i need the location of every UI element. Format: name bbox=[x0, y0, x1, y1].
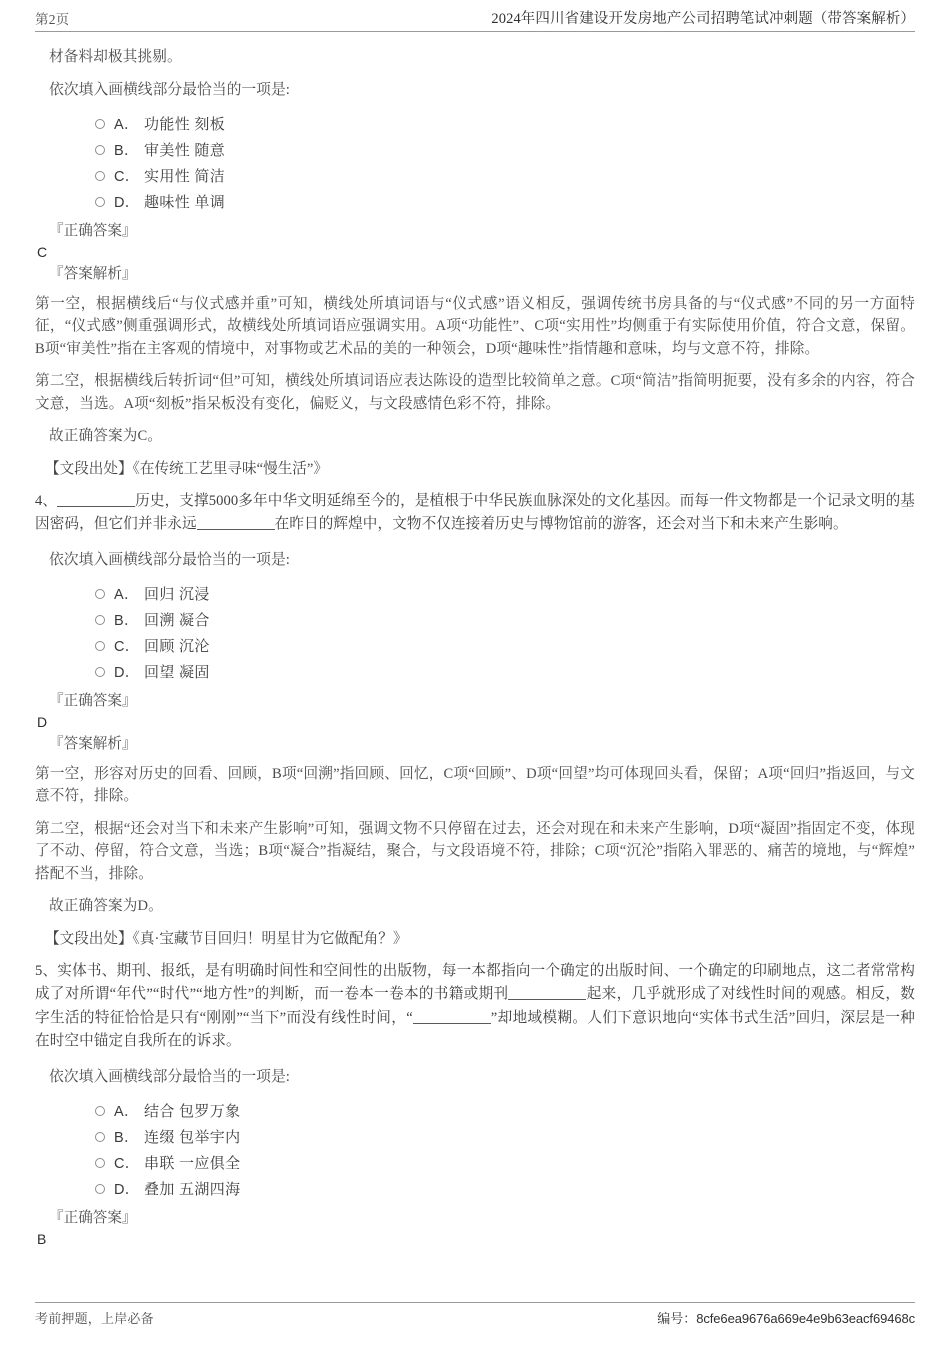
q3-explanation-p1: 第一空，根据横线后“与仪式感并重”可知，横线处所填词语与“仪式感”语义相反，强调传统书房具备的与“仪式感”不同的另一方面特征，“仪式感”侧重强调形式，故横线处所填词语应强调实用。A项“功能性”、C项“实用性”均侧重于有实际使用价值，符合文意，保留。B项“审美性”指在主客观的情境中，对事物或艺术品的美的一种领会，D项“趣味性”指情趣和意味，均与文意不符，排除。 bbox=[35, 295, 915, 357]
spacer bbox=[35, 285, 915, 293]
radio-circle-icon[interactable] bbox=[95, 615, 105, 625]
option-text: 连缀 包举宇内 bbox=[144, 1130, 241, 1146]
q3-source-label: 【文段出处】 bbox=[45, 460, 133, 477]
q5-prompt: 依次填入画横线部分最恰当的一项是: bbox=[49, 1068, 290, 1085]
document-title: 2024年四川省建设开发房地产公司招聘笔试冲刺题（带答案解析） bbox=[491, 11, 915, 27]
spacer bbox=[35, 755, 915, 763]
option-d[interactable] bbox=[95, 659, 915, 685]
option-text: 回顾 沉沦 bbox=[144, 639, 210, 655]
option-letter: C． bbox=[114, 169, 140, 185]
option-letter: A． bbox=[114, 117, 139, 133]
footer-slogan: 考前押题，上岸必备 bbox=[35, 1311, 154, 1326]
option-text: 趣味性 单调 bbox=[144, 195, 226, 211]
option-text: 实用性 简洁 bbox=[144, 169, 226, 185]
radio-circle-icon[interactable] bbox=[95, 667, 105, 677]
q3-explanation-label: 『答案解析』 bbox=[49, 265, 137, 282]
option-text: 回望 凝固 bbox=[144, 665, 210, 681]
q4-source-text: 《真·宝藏节目回归！明星甘为它做配角？》 bbox=[132, 930, 408, 947]
q4-prompt: 依次填入画横线部分最恰当的一项是: bbox=[49, 551, 290, 568]
radio-circle-icon[interactable] bbox=[95, 1132, 105, 1142]
q5-stem-lead: 5、实体书、期刊、报纸，是有明确时间性和空间性的出版物，每一本都指向一个确定的出版时间、一个确定的印刷地点，这二者常常构成了对所谓“年代”“时代”“地方性”的判断，而一卷本一卷本的书籍或期刊 bbox=[35, 962, 915, 1002]
q3-source-text: 《在传统工艺里寻味“慢生活”》 bbox=[132, 460, 328, 477]
option-b[interactable] bbox=[95, 137, 915, 163]
radio-circle-icon[interactable] bbox=[95, 145, 105, 155]
q4-options bbox=[35, 581, 915, 685]
q5-blank-1 bbox=[508, 999, 586, 1000]
q4-source-label: 【文段出处】 bbox=[45, 930, 133, 947]
option-text: 回溯 凝合 bbox=[144, 613, 210, 629]
q4-stem-lead: 4、 bbox=[35, 492, 58, 509]
q3-options bbox=[35, 111, 915, 215]
q4-blank-2 bbox=[197, 529, 275, 530]
q5-stem-mid: 起来，几乎就形成了对线性时间的观感。相反，数字生活的特征恰恰是只有“刚刚”“当下”而没有线性时间，“ bbox=[35, 986, 916, 1026]
q3-explanation-p2: 第二空，根据横线后转折词“但”可知，横线处所填词语应表达陈设的造型比较简单之意。C项“简洁”指简明扼要，没有多余的内容，符合文意，当选。A项“刻板”指呆板没有变化，偏贬义，与文段感情色彩不符，排除。 bbox=[35, 373, 915, 412]
q5-stem-tail: ”却地域模糊。人们下意识地向“实体书式生活”回归，深层是一种在时空中锚定自我所在的诉求。 bbox=[35, 1009, 915, 1049]
q3-prompt: 依次填入画横线部分最恰当的一项是: bbox=[49, 81, 290, 98]
option-text: 串联 一应俱全 bbox=[144, 1156, 241, 1172]
option-b[interactable] bbox=[95, 607, 915, 633]
option-d[interactable] bbox=[95, 1176, 915, 1202]
q3-explanation-conclusion: 故正确答案为C。 bbox=[49, 428, 163, 444]
q4-explanation-p1: 第一空，形容对历史的回看、回顾，B项“回溯”指回顾、回忆，C项“回顾”、D项“回望”均可体现回头看，保留；A项“回归”指返回，与文意不符，排除。 bbox=[35, 765, 915, 804]
option-text: 审美性 随意 bbox=[144, 143, 226, 159]
q4-answer-label: 『正确答案』 bbox=[49, 692, 137, 709]
option-a[interactable] bbox=[95, 111, 915, 137]
option-letter: D． bbox=[114, 195, 140, 211]
page-header bbox=[35, 0, 915, 32]
continued-paragraph: 材备料却极其挑剔。 bbox=[49, 49, 182, 65]
footer-code-label: 编号： bbox=[657, 1311, 697, 1326]
option-b[interactable] bbox=[95, 1124, 915, 1150]
option-c[interactable] bbox=[95, 1150, 915, 1176]
radio-circle-icon[interactable] bbox=[95, 641, 105, 651]
option-letter: D． bbox=[114, 665, 140, 681]
option-letter: C． bbox=[114, 639, 140, 655]
option-letter: B． bbox=[114, 613, 139, 629]
q4-explanation-label: 『答案解析』 bbox=[49, 735, 137, 752]
footer-code-value: 8cfe6ea9676a669e4e9b63eacf69468c bbox=[696, 1311, 915, 1326]
option-letter: C． bbox=[114, 1156, 140, 1172]
q4-explanation-p2: 第二空，根据“还会对当下和未来产生影响”可知，强调文物不只停留在过去，还会对现在和未来产生影响，D项“凝固”指固定不变，体现了不动、停留，符合文意，当选；B项“凝合”指凝结，聚合，与文段语境不符，排除；C项“沉沦”指陷入罪恶的、痛苦的境地，与“辉煌”搭配不当，排除。 bbox=[35, 820, 915, 882]
option-text: 叠加 五湖四海 bbox=[144, 1182, 241, 1198]
q5-options bbox=[35, 1098, 915, 1202]
option-c[interactable] bbox=[95, 633, 915, 659]
q5-answer-label: 『正确答案』 bbox=[49, 1209, 137, 1226]
page-number-label: 第2页 bbox=[35, 12, 70, 27]
radio-circle-icon[interactable] bbox=[95, 197, 105, 207]
q4-explanation-conclusion: 故正确答案为D。 bbox=[49, 898, 163, 914]
q5-blank-2 bbox=[413, 1023, 491, 1024]
option-d[interactable] bbox=[95, 189, 915, 215]
q4-answer-value: D bbox=[37, 713, 48, 730]
option-letter: B． bbox=[114, 1130, 139, 1146]
q4-source bbox=[35, 928, 915, 950]
radio-circle-icon[interactable] bbox=[95, 1158, 105, 1168]
option-c[interactable] bbox=[95, 163, 915, 189]
radio-circle-icon[interactable] bbox=[95, 589, 105, 599]
q3-answer-value: C bbox=[37, 243, 48, 260]
radio-circle-icon[interactable] bbox=[95, 119, 105, 129]
option-letter: B． bbox=[114, 143, 139, 159]
q3-answer-label: 『正确答案』 bbox=[49, 222, 137, 239]
option-letter: A． bbox=[114, 587, 139, 603]
option-text: 功能性 刻板 bbox=[144, 117, 226, 133]
q5-stem bbox=[35, 960, 915, 1054]
q3-source bbox=[35, 458, 915, 480]
option-a[interactable] bbox=[95, 581, 915, 607]
option-text: 回归 沉浸 bbox=[144, 587, 210, 603]
q4-stem bbox=[35, 490, 915, 537]
q4-stem-tail: 在昨日的辉煌中，文物不仅连接着历史与博物馆前的游客，还会对当下和未来产生影响。 bbox=[274, 516, 848, 532]
footer-code bbox=[657, 1308, 915, 1327]
page-footer bbox=[35, 1302, 915, 1327]
q4-blank-1 bbox=[57, 506, 135, 507]
radio-circle-icon[interactable] bbox=[95, 171, 105, 181]
option-letter: D． bbox=[114, 1182, 140, 1198]
q4-stem-mid: 历史，支撑5000多年中华文明延绵至今的，是植根于中华民族血脉深处的文化基因。而每一件文物都是一个记录文明的基因密码，但它们并非永远 bbox=[35, 492, 915, 532]
option-a[interactable] bbox=[95, 1098, 915, 1124]
radio-circle-icon[interactable] bbox=[95, 1106, 105, 1116]
option-letter: A． bbox=[114, 1104, 139, 1120]
q5-answer-value: B bbox=[37, 1230, 47, 1247]
radio-circle-icon[interactable] bbox=[95, 1184, 105, 1194]
option-text: 结合 包罗万象 bbox=[144, 1104, 241, 1120]
